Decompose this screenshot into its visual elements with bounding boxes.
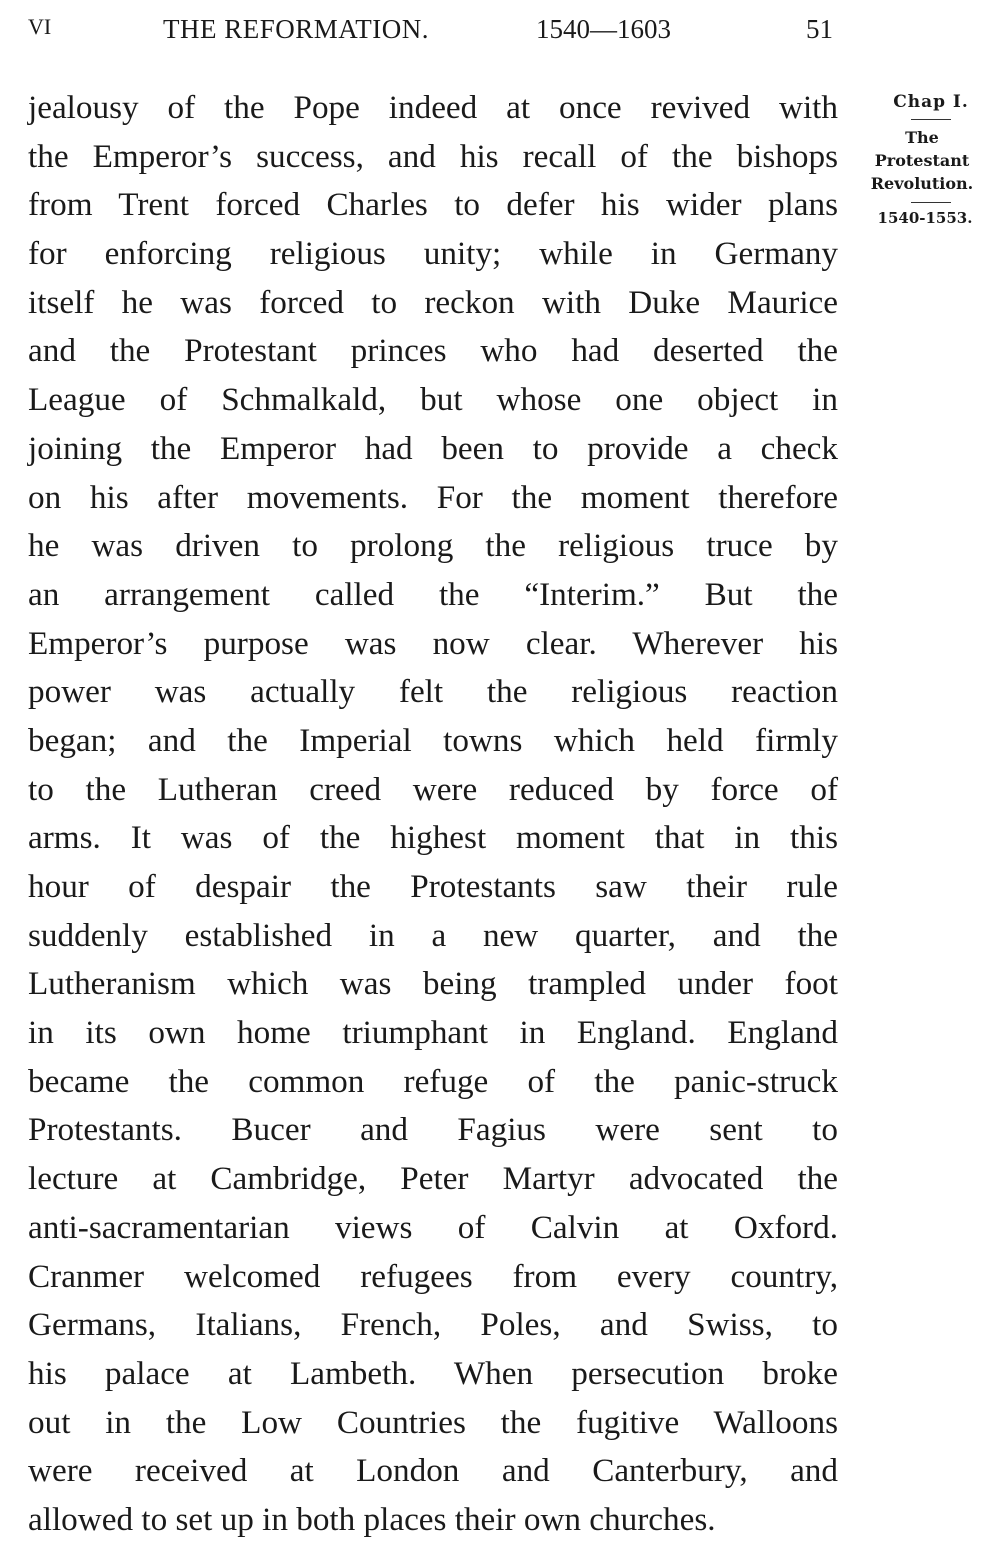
margin-note <box>848 92 996 227</box>
text-line: an arrangement called the “Interim.” But the <box>28 575 838 613</box>
text-line: Emperor’s purpose was now clear. Wherever his <box>28 624 838 662</box>
text-line: anti-sacramentarian views of Calvin at Oxford. <box>28 1208 838 1246</box>
text-line: from Trent forced Charles to defer his wider plans <box>28 186 838 224</box>
text-line: hour of despair the Protestants saw their rule <box>28 868 838 905</box>
text-line: for enforcing religious unity; while in Germany <box>28 235 838 273</box>
margin-heading-line: Protestant <box>874 151 970 170</box>
text-line: Protestants. Bucer and Fagius were sent to <box>28 1111 838 1149</box>
page-number: 51 <box>806 14 833 44</box>
text-line: jealousy of the Pope indeed at once revived with <box>28 89 838 126</box>
text-line: suddenly established in a new quarter, and the <box>28 916 838 954</box>
text-line: and the Protestant princes who had deserted the <box>28 332 838 370</box>
margin-heading-line: Revolution. <box>870 174 974 193</box>
text-line: were received at London and Canterbury, and <box>28 1452 838 1490</box>
section-number: VI <box>28 14 52 39</box>
text-line: became the common refuge of the panic-struck <box>28 1062 838 1100</box>
margin-heading-line: The <box>905 128 939 147</box>
text-line-last: allowed to set up in both places their own churches. <box>28 1500 716 1538</box>
text-line: power was actually felt the religious reaction <box>28 673 838 711</box>
text-line: lecture at Cambridge, Peter Martyr advocated the <box>28 1160 838 1198</box>
running-dates: 1540—1603 <box>536 14 671 44</box>
body-text <box>28 84 838 1545</box>
text-line: began; and the Imperial towns which held firmly <box>28 721 838 759</box>
text-line: Lutheranism which was being trampled under foot <box>28 965 838 1003</box>
text-line: Cranmer welcomed refugees from every country, <box>28 1257 838 1295</box>
margin-chapter: Chap I. <box>893 92 969 112</box>
text-line: on his after movements. For the moment therefore <box>28 478 838 516</box>
text-line: his palace at Lambeth. When persecution broke <box>28 1354 838 1392</box>
text-line: the Emperor’s success, and his recall of the bishops <box>28 137 838 175</box>
text-line: Germans, Italians, French, Poles, and Swiss, to <box>28 1306 838 1344</box>
text-line: League of Schmalkald, but whose one object in <box>28 381 838 419</box>
text-line: joining the Emperor had been to provide a check <box>28 429 838 467</box>
text-line: he was driven to prolong the religious truce by <box>28 527 838 565</box>
text-line: to the Lutheran creed were reduced by force of <box>28 770 838 808</box>
margin-rule-bottom <box>911 202 951 203</box>
text-line: out in the Low Countries the fugitive Walloons <box>28 1403 838 1441</box>
running-header <box>28 14 843 54</box>
text-line: arms. It was of the highest moment that in this <box>28 819 838 857</box>
margin-dates: 1540-1553. <box>877 209 973 227</box>
text-line: in its own home triumphant in England. England <box>28 1014 838 1052</box>
running-title: THE REFORMATION. <box>163 14 430 44</box>
margin-rule-top <box>911 119 951 120</box>
text-line: itself he was forced to reckon with Duke Maurice <box>28 283 838 321</box>
